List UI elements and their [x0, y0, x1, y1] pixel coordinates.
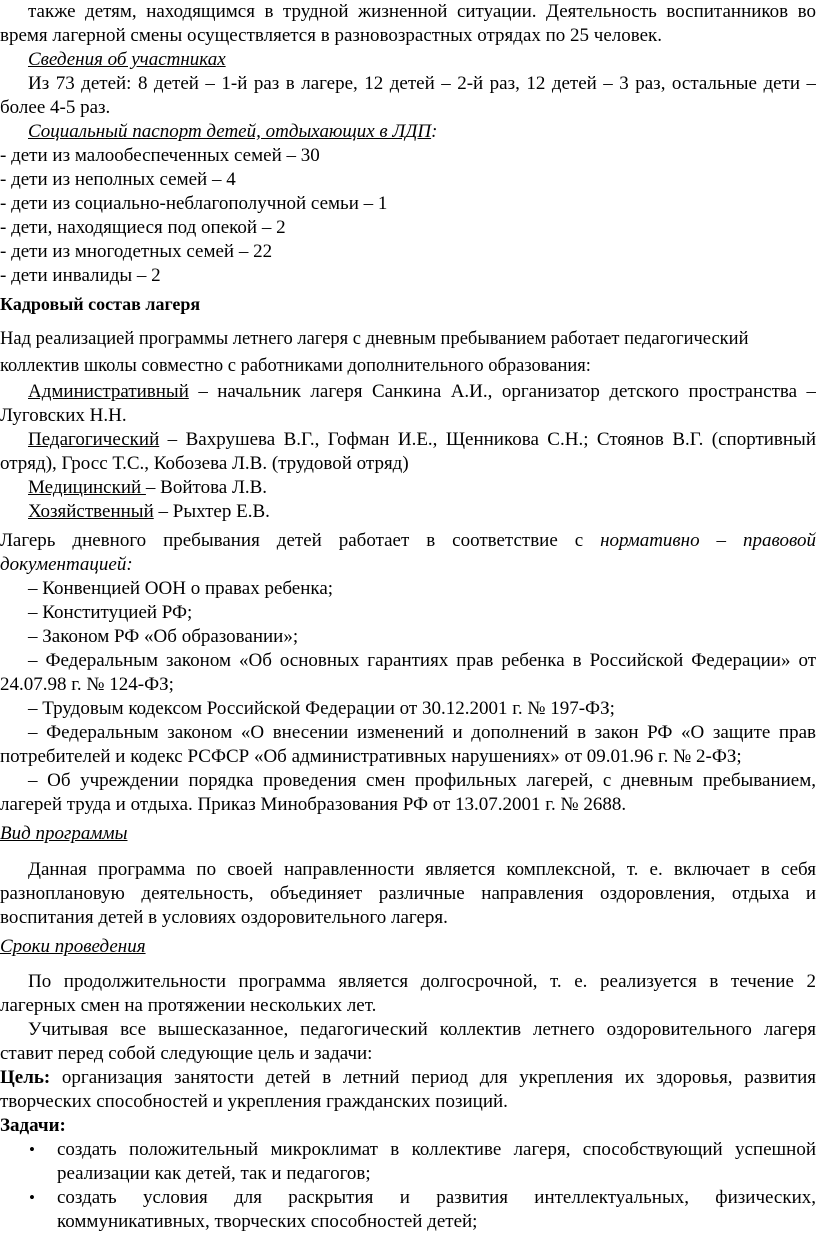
goal-label: Цель: [0, 1067, 51, 1088]
staff-econ-line [28, 500, 270, 523]
docs-item-cont: лагерей труда и отдыха. Приказ Минобразования РФ от 13.07.2001 г. № 2688. [0, 794, 627, 815]
staff-med-text: – Войтова Л.В. [145, 477, 268, 498]
social-item: - дети из неполных семей – 4 [0, 169, 236, 190]
terms-heading: Сроки проведения [0, 936, 146, 957]
staff-admin-text: – начальник лагеря Санкина А.И., организатор детского пространства – [188, 381, 816, 402]
program-type-line-3: воспитания детей в условиях оздоровительного лагеря. [0, 907, 448, 928]
goal-line-1 [0, 1066, 816, 1089]
staff-admin-cont: Луговских Н.Н. [0, 405, 127, 426]
staff-intro-1: Над реализацией программы летнего лагеря с дневным пребыванием работает педагогический [0, 329, 749, 349]
program-type-line-1: Данная программа по своей направленности является комплексной, т. е. включает в себя [28, 859, 816, 880]
docs-line-1-plain: Лагерь дневного пребывания детей работает в соответствие с [0, 530, 601, 551]
staff-ped-line [28, 428, 816, 451]
participants-heading: Сведения об участниках [28, 49, 226, 70]
intro-line-1: также детям, находящимся в трудной жизненной ситуации. Деятельность воспитанников во [28, 1, 816, 22]
program-type-line-2: разноплановую деятельность, объединяет различные направления оздоровления, отдыха и [0, 883, 816, 904]
social-passport-heading-text: Социальный паспорт детей, отдыхающих в ЛДП [28, 121, 432, 142]
participants-line-2: более 4-5 раз. [0, 97, 111, 118]
social-passport-heading-colon: : [431, 121, 438, 142]
task-item-line-1: создать положительный микроклимат в коллективе лагеря, способствующий успешной [57, 1139, 816, 1160]
terms-line-4: ставит перед собой следующие цель и задачи: [0, 1043, 373, 1064]
staff-econ-text: – Рыхтер Е.В. [153, 501, 270, 522]
program-type-heading: Вид программы [0, 823, 128, 844]
docs-item: – Конституцией РФ; [28, 602, 193, 623]
staff-med-line [28, 476, 267, 499]
terms-line-3: Учитывая все вышесказанное, педагогический коллектив летнего оздоровительного лагеря [28, 1019, 816, 1040]
staff-heading: Кадровый состав лагеря [0, 294, 201, 314]
social-item: - дети инвалиды – 2 [0, 265, 161, 286]
docs-item: – Федеральным законом «Об основных гарантиях прав ребенка в Российской Федерации» от [28, 650, 816, 671]
social-passport-heading [28, 120, 437, 143]
social-item: - дети из малообеспеченных семей – 30 [0, 145, 320, 166]
social-item: - дети, находящиеся под опекой – 2 [0, 217, 286, 238]
task-item-line-2: коммуникативных, творческих способностей детей; [57, 1211, 478, 1232]
docs-line-1-italic: нормативно – правовой [600, 530, 816, 551]
docs-line-1 [0, 529, 816, 552]
staff-intro-2: коллектив школы совместно с работниками дополнительного образования: [0, 356, 591, 376]
docs-item-cont: потребителей и кодекс РСФСР «Об административных нарушениях» от 09.01.96 г. № 2-ФЗ; [0, 746, 742, 767]
docs-item: – Федеральным законом «О внесении изменений и дополнений в закон РФ «О защите прав [28, 722, 816, 743]
social-item: - дети из многодетных семей – 22 [0, 241, 273, 262]
staff-ped-cont: отряд), Гросс Т.С., Кобозева Л.В. (трудовой отряд) [0, 453, 409, 474]
bullet-icon: • [29, 1188, 35, 1207]
intro-line-2: время лагерной смены осуществляется в разновозрастных отрядах по 25 человек. [0, 25, 663, 46]
staff-ped-text: – Вахрушева В.Г., Гофман И.Е., Щенникова С.Н.; Стоянов В.Г. (спортивный [159, 429, 816, 450]
staff-ped-label: Педагогический [28, 429, 160, 450]
docs-item: – Конвенцией ООН о правах ребенка; [28, 578, 334, 599]
terms-line-1: По продолжительности программа является долгосрочной, т. е. реализуется в течение 2 [28, 971, 816, 992]
goal-line-2: творческих способностей и укрепления гражданских позиций. [0, 1091, 508, 1112]
task-item-line-2: реализации как детей, так и педагогов; [57, 1163, 371, 1184]
goal-text: организация занятости детей в летний период для укрепления их здоровья, развития [50, 1067, 816, 1088]
staff-econ-label: Хозяйственный [28, 501, 154, 522]
social-item: - дети из социально-неблагополучной семьи – 1 [0, 193, 388, 214]
tasks-heading: Задачи: [0, 1115, 66, 1136]
docs-item-cont: 24.07.98 г. № 124-ФЗ; [0, 674, 174, 695]
staff-admin-line [28, 380, 816, 403]
bullet-icon: • [29, 1140, 35, 1159]
staff-admin-label: Административный [28, 381, 189, 402]
terms-line-2: лагерных смен на протяжении нескольких лет. [0, 995, 377, 1016]
docs-item: – Трудовым кодексом Российской Федерации от 30.12.2001 г. № 197-ФЗ; [28, 698, 615, 719]
task-item-line-1: создать условия для раскрытия и развития интеллектуальных, физических, [57, 1187, 816, 1208]
participants-line-1: Из 73 детей: 8 детей – 1-й раз в лагере, 12 детей – 2-й раз, 12 детей – 3 раз, остальные дети – [28, 73, 816, 94]
docs-line-2: документацией: [0, 554, 133, 575]
docs-item: – Законом РФ «Об образовании»; [28, 626, 299, 647]
docs-item: – Об учреждении порядка проведения смен профильных лагерей, с дневным пребыванием, [28, 770, 816, 791]
staff-med-label: Медицинский [28, 477, 146, 498]
